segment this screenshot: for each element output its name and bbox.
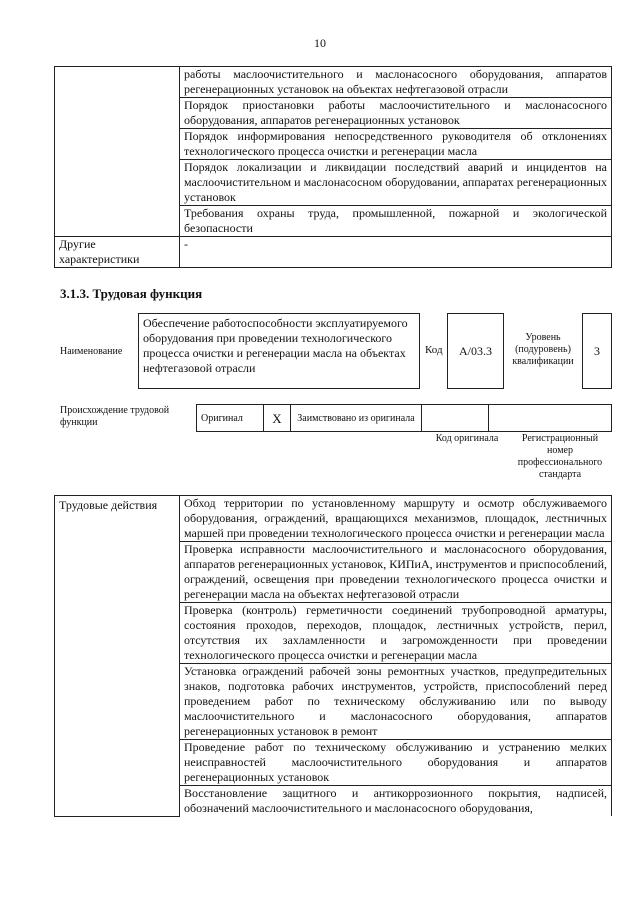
table-cell: Порядок приостановки работы маслоочистительного и маслонасосного оборудования, аппаратов регенерационных установок <box>180 98 612 129</box>
table-cell: Проведение работ по техническому обслуживанию и устранению мелких неисправностей маслоочистительного оборудования и аппаратов регенерационных установок <box>180 740 612 786</box>
table-cell: Обход территории по установленному маршруту и осмотр обслуживаемого оборудования, ограждений, вращающихся механизмов, площадок, лестничных маршей при проведении технологического процесса очистки и регенерации масла <box>180 496 612 542</box>
other-characteristics-value: - <box>180 237 612 268</box>
qualification-level: 3 <box>582 313 612 389</box>
empty-label-cell <box>55 67 180 237</box>
table-row <box>55 237 612 268</box>
table-cell: работы маслоочистительного и маслонасосного оборудования, аппаратов регенерационных установок на объектах нефтегазовой отрасли <box>180 67 612 98</box>
table-cell: Проверка исправности маслоочистительного и маслонасосного оборудования, аппаратов регенерационных установок, КИПиА, инструментов и приспособлений, ограждений, освещения при проведении технологического процесса очистки и регенерации масла на объектах нефтегазовой отрасли <box>180 542 612 603</box>
name-label: Наименование <box>60 346 123 357</box>
table-cell: Восстановление защитного и антикоррозионного покрытия, надписей, обозначений маслоочистительного и маслонасосного оборудования, <box>180 786 612 817</box>
original-mark: X <box>264 405 291 432</box>
section-title: 3.1.3. Трудовая функция <box>60 286 203 301</box>
origin-table <box>196 404 612 432</box>
registration-number-cell <box>489 405 612 432</box>
labor-actions-label: Трудовые действия <box>55 496 180 817</box>
table-cell: Порядок локализации и ликвидации последствий аварий и инцидентов на маслоочистительном и маслонасосном оборудовании, аппаратах регенерационных установок <box>180 160 612 206</box>
table-cell: Установка ограждений рабочей зоны ремонтных участков, предупредительных знаков, подготовка рабочих инструментов, устройств, приспособлений перед проведением работ по техническому обслуживанию или по выводу маслоочистительного и маслонасосного оборудования, аппаратов регенерационных установок в ремонт <box>180 664 612 740</box>
labor-actions-table <box>54 495 612 817</box>
table-row <box>55 67 612 98</box>
origin-label: Происхождение трудовой функции <box>60 405 170 428</box>
table-cell: Порядок информирования непосредственного руководителя об отклонениях технологического процесса очистки и регенерации масла <box>180 129 612 160</box>
original-label: Оригинал <box>197 405 264 432</box>
table-row <box>55 496 612 542</box>
borrowed-label: Заимствовано из оригинала <box>291 405 422 432</box>
code-caption: Код оригинала <box>435 433 499 444</box>
other-characteristics-label: Другие характеристики <box>55 237 180 268</box>
registration-caption: Регистрационный номер профессионального стандарта <box>517 433 603 480</box>
function-name: Обеспечение работоспособности эксплуатируемого оборудования при проведении технологического процесса очистки и регенерации масла на объектах нефтегазовой отрасли <box>138 313 420 389</box>
table-cell: Требования охраны труда, промышленной, пожарной и экологической безопасности <box>180 206 612 237</box>
origin-code-cell <box>422 405 489 432</box>
table-cell: Проверка (контроль) герметичности соединений трубопроводной арматуры, состояния проходов, переходов, площадок, лестничных устройств, перил, отсутствия их захламленности и загроможденности при проведении технологического процесса очистки и регенерации масла <box>180 603 612 664</box>
page-number: 10 <box>314 36 326 50</box>
code-label: Код <box>425 344 443 356</box>
function-code: А/03.3 <box>447 313 504 389</box>
level-label: Уровень (подуровень) квалификации <box>512 332 574 367</box>
knowledge-table-continued <box>54 66 612 268</box>
